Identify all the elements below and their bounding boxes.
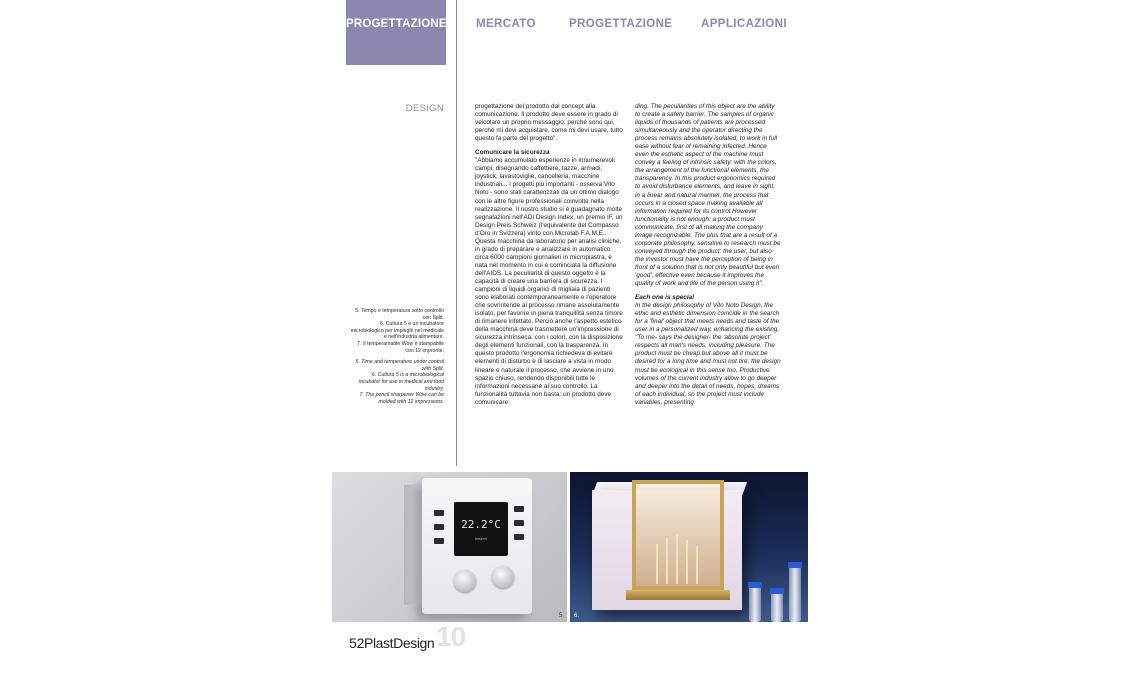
- section-tab[interactable]: [346, 0, 446, 65]
- category-label: DESIGN: [405, 103, 444, 114]
- thermostat-button: [434, 510, 444, 516]
- article-column-english: [635, 103, 781, 469]
- incubator-base: [626, 590, 730, 600]
- sample-tube: [696, 546, 698, 584]
- sample-tube: [666, 538, 668, 584]
- thermostat-knob: [492, 566, 514, 588]
- article-heading-en: Each one is special: [635, 294, 694, 302]
- sample-tube: [686, 540, 688, 584]
- thermostat-button: [514, 520, 524, 526]
- thermostat-knob: [454, 570, 476, 592]
- vial: [789, 568, 801, 622]
- photo-thermostat: [332, 472, 567, 622]
- thermostat-button: [514, 506, 524, 512]
- magazine-brand: PlastDesign: [364, 635, 435, 651]
- article-heading-it: Comunicare la sicurezza: [475, 149, 550, 157]
- issue-number: 10: [436, 621, 466, 652]
- photo-incubator: [570, 472, 808, 622]
- thermostat-button: [434, 538, 444, 544]
- thermostat-mode: heizen: [475, 536, 487, 541]
- caption-it-7: 7. Il temperamatite Wow è stampabile con 12 impronte.: [357, 340, 444, 354]
- thermostat-temperature: 22.2°C: [461, 518, 501, 531]
- nav-item-applicazioni[interactable]: APPLICAZIONI: [701, 18, 787, 30]
- sample-tube: [656, 544, 658, 584]
- nav-item-progettazione[interactable]: PROGETTAZIONE: [569, 18, 673, 30]
- thermostat-button: [434, 524, 444, 530]
- vial: [749, 588, 761, 622]
- caption-en-7: 7. The pencil sharpener Wow can be molded with 12 impressions.: [359, 392, 444, 405]
- nav-item-mercato[interactable]: MERCATO: [476, 18, 536, 30]
- top-nav: [476, 18, 796, 32]
- article-body-en: In the design philosophy of Vito Noto Design, the ethic and esthetic dimension coincide in the search for a 'final' object that meets needs and taste of the user in a personalized way, enhancing the existing. "To me- says the designer- the 'absolute project' respects all man's needs, including pleasure. The product must be cheap but above all it must be desired for a long time and must not tire: the design must be ecological in this sense too. Productive volumes of the current industry allow to go deeper and deeper into the detail of needs, hopes, dreams of each individual, so the project must include variables, presenting: [635, 302, 781, 406]
- caption-en-5: 5. Time and temperature under control with Split.: [355, 359, 444, 372]
- article-body-it: "Abbiamo accumulato esperienze in innumerevoli campi, disegnando caffettiere, tazze, armadi, joystick, lavastoviglie, cancelleria, macchine industriali... I progetti più importanti - osserva Vito Noto - sono stati caratterizzati da un ottimo dialogo con le altre figure professionali coinvolte nella realizzazione. Il nostro studio si è guadagnato molte segnalazioni nell'ADI Design Index, un premio IF, un Design Preis Schweiz (l'equivalente del Compasso d'Oro in Svizzera) vinto con Microlab F.A.M.E.. Questa macchina da laboratorio per analisi cliniche, in grado di preparare e analizzare in automatico circa 6000 campioni giornalieri in micropiastra, è nata nel momento in cui è cominciata la diffusione dell'AIDS. La peculiarità di questo oggetto è la capacità di creare una barriera di sicurezza. I campioni di liquidi organici di migliaia di pazienti sono elaborati contemporaneamente e l'operatore che sovrintende al processo rimane assolutamente isolato, per favorire in piena tranquillità senza timore di rimanere infettato. Perciò anche l'aspetto estetico della macchina deve trasmettere un'impressione di sicurezza intrinseca: con i colori, con la disposizione degli elementi funzionali, con la trasparenza. In questo prodotto l'ergonomia richiedeva di evitare elementi di disturbo e di lasciare a vista in modo lineare e naturale il processo, che avviene in uno spazio chiuso, rendendo disponibili tutte le informazioni necessarie al suo controllo. La funzionalità tuttavia non basta: un prodotto deve comunicare: [475, 157, 623, 406]
- article-column-italian: [475, 103, 623, 469]
- photo-number: 6.: [574, 613, 580, 619]
- photo-number: 5.: [558, 613, 564, 619]
- vial: [771, 594, 783, 622]
- thermostat-screen: [454, 502, 508, 556]
- thermostat-side: [404, 483, 424, 605]
- column-divider: [456, 0, 457, 466]
- article-intro-it: progettazione del prodotto dal concept alla comunicazione. Il prodotto deve essere in grado di veicolare un proprio messaggio: perché sono qui, perché mi devi acquistare, come mi devi usare, tutto questo fa parte del progetto".: [475, 103, 623, 143]
- page-number: 52: [349, 635, 365, 651]
- article-intro-en: ding. The peculiarities of this object are the ability to create a safety barrier. The samples of organic liquids of thousands of patients are processed simultaneously and the operator directing the process remains absolutely isolated, to work in full ease without fear of remaining infected. Hence even the esthetic aspect of the machine must convey a feeling of intrinsic safety: with the colors, the arrangement of the functional elements, the transparency. In this product ergonomics required to avoid disturbance elements, and leave in sight, in a linear and natural manner, the process that occurs in a closed space making available all information required for its control.However functionality is not enough: a product must communicate, first of all making the company image recognizable. The plus that are a result of a corporate philosophy, sensitive to research must be conveyed through the product: the user, but also the investor must have the perception of being in front of a solution that is not only beautiful but even 'good', effective even because it improves the quality of work and life of the person using it".: [635, 103, 781, 288]
- photo-captions: [350, 308, 444, 405]
- sample-tube: [676, 534, 678, 584]
- caption-en-6: 6. Cultura 5 is a microbiological incubator for use in medical and food industry.: [358, 372, 444, 392]
- thermostat-button: [514, 534, 524, 540]
- caption-it-6: 6. Cultura 5 è un incubatore microbiologico per impieghi nel medicale e nell'industria alimentare.: [350, 321, 444, 341]
- section-tab-label: PROGETTAZIONE: [346, 18, 447, 30]
- caption-it-5: 5. Tempo e temperatura sotto controllo con Split.: [355, 308, 444, 321]
- incubator-window: [632, 480, 724, 590]
